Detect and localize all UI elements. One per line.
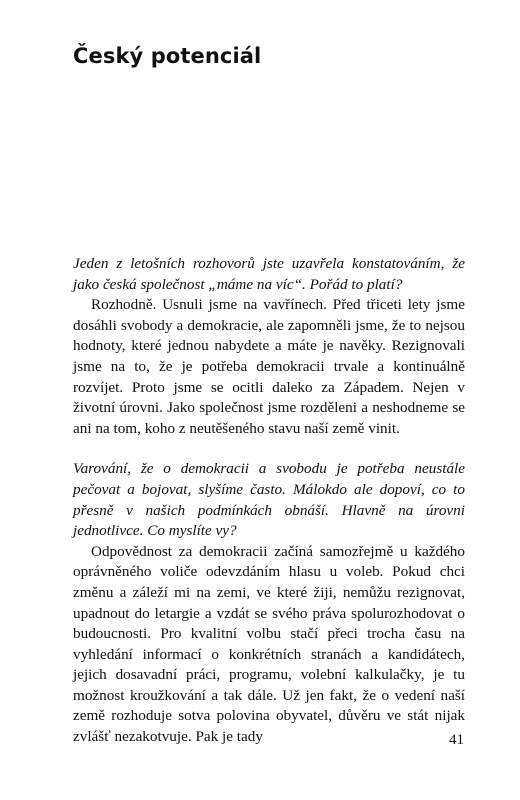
interview-text — [73, 254, 465, 748]
chapter-title: Český potenciál — [73, 44, 262, 68]
question-2: Varování, že o demokracii a svobodu je potřeba neustále pečovat a bojovat, slyšíme často. Málokdo ale dopoví, co to přesně v našich podmínkách obnáší. Hlavně na úrovni jednotlivce. Co myslíte vy? — [73, 460, 465, 540]
paragraph-gap — [73, 439, 465, 459]
answer-2: Odpovědnost za demokracii začíná samozřejmě u každého oprávněného voliče odevzdáním hlasu u voleb. Pokud chci změnu a záleží mi na zemi, ve které žiji, nemůžu rezignovat, upadnout do letargie a vzdát se svého práva spolurozhodovat o budoucnosti. Pro kvalitní volbu stačí přeci trocha času na vyhledání informací o konkrétních stranách a kandidátech, jejich dosavadní práci, programu, volební kalkulačky, je tu možnost kroužkování a tak dále. Už jen fakt, že o vedení naší země rozhoduje sotva polovina obyvatel, důvěru ve stát nijak zvlášť nezakotvuje. Pak je tady — [73, 542, 465, 746]
answer-1: Rozhodně. Usnuli jsme na vavřínech. Před třiceti lety jsme dosáhli svobody a demokracie, ale zapomněli jsme, že to nejsou hodnoty, které jednou nabydete a máte je navěky. Rezignovali jsme na to, že je potřeba demokracii trvale a kontinuálně rozvíjet. Proto jsme se ocitli daleko za Západem. Nejen v životní úrovni. Jako společnost jsme rozděleni a neshodneme se ani na tom, koho z neutěšeného stavu naší země vinit. — [73, 296, 465, 437]
question-1: Jeden z letošních rozhovorů jste uzavřela konstatováním, že jako česká společnost „máme na víc“. Pořád to platí? — [73, 255, 465, 293]
page-number: 41 — [449, 732, 464, 748]
